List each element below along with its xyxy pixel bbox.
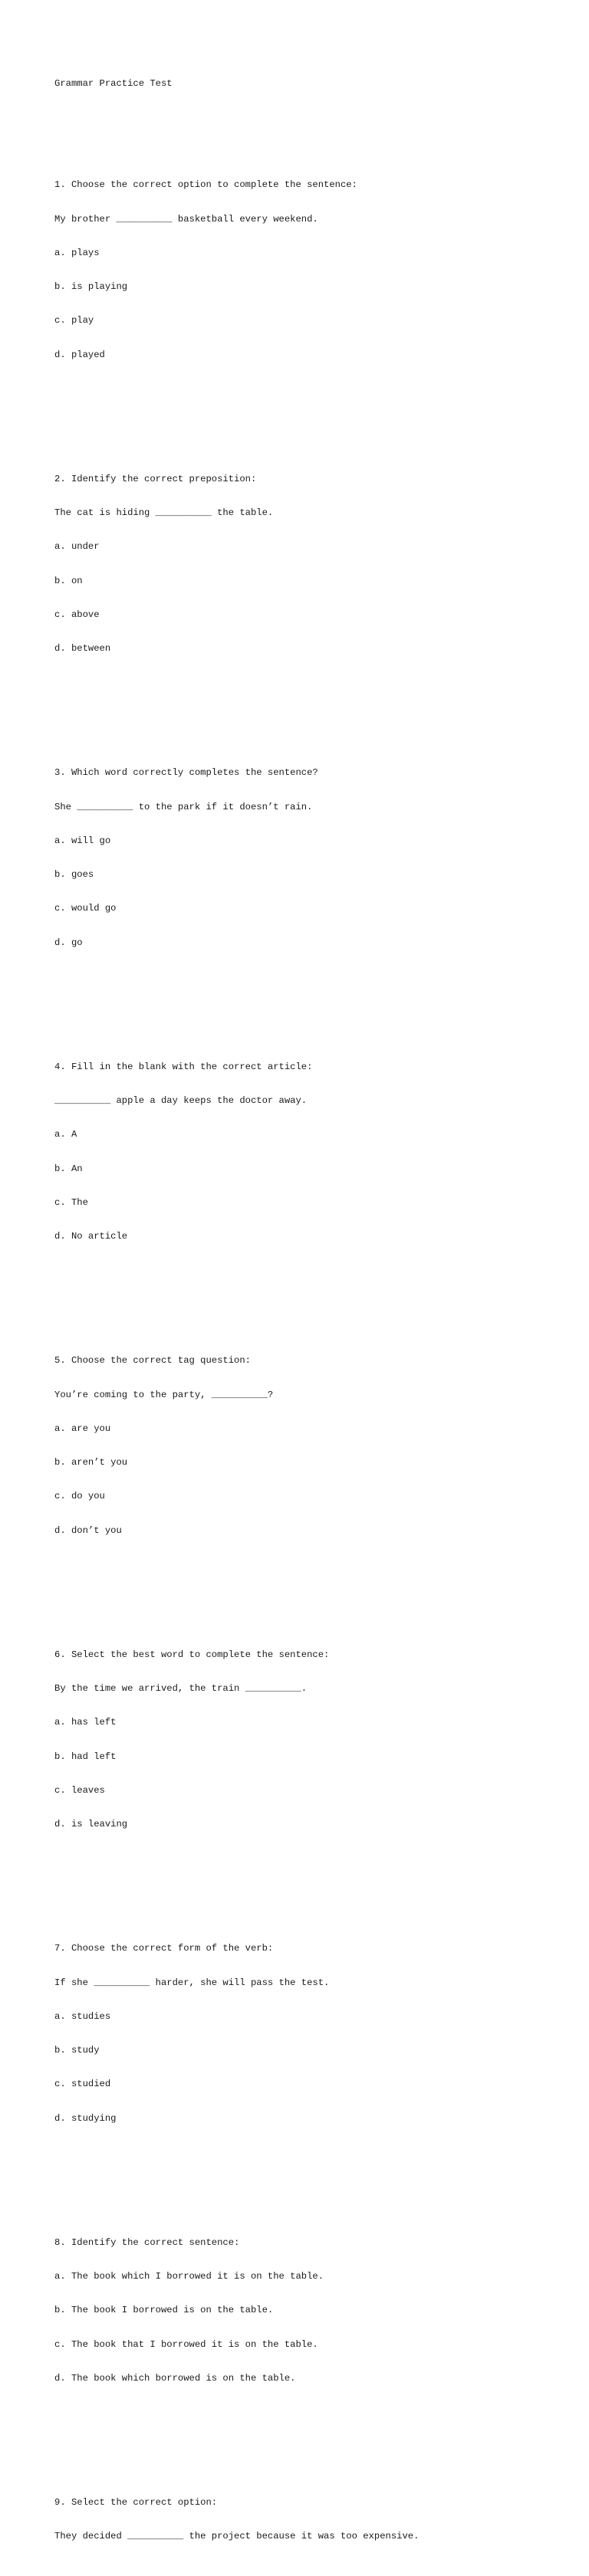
option-a: a. are you: [54, 1423, 111, 1434]
option-b: b. had left: [54, 1751, 117, 1762]
spacer: [54, 1875, 576, 1887]
question-3: [54, 745, 576, 971]
option-a: a. will go: [54, 835, 111, 846]
option-d: d. No article: [54, 1231, 128, 1242]
option-d: d. is leaving: [54, 1819, 128, 1829]
question-prompt: 6. Select the best word to complete the sentence:: [54, 1649, 330, 1660]
option-a: a. plays: [54, 247, 100, 258]
option-b: b. is playing: [54, 281, 128, 292]
option-d: d. The book which borrowed is on the table.: [54, 2372, 296, 2384]
question-prompt: 9. Select the correct option:: [54, 2497, 218, 2508]
question-prompt: 7. Choose the correct form of the verb:: [54, 1943, 274, 1954]
question-prompt: 2. Identify the correct preposition:: [54, 473, 257, 484]
question-prompt: 3. Which word correctly completes the sentence?: [54, 767, 318, 779]
question-prompt: 5. Choose the correct tag question:: [54, 1355, 251, 1367]
question-sentence: She __________ to the park if it doesn’t rain.: [54, 801, 313, 812]
question-prompt: 1. Choose the correct option to complete the sentence:: [54, 179, 357, 191]
question-sentence: They decided __________ the project because it was too expensive.: [54, 2531, 420, 2542]
question-sentence: __________ apple a day keeps the doctor away.: [54, 1095, 308, 1106]
option-a: a. has left: [54, 1717, 117, 1728]
question-9: [54, 2475, 576, 2565]
spacer: [54, 112, 576, 123]
question-sentence: The cat is hiding __________ the table.: [54, 507, 274, 518]
option-d: d. between: [54, 643, 111, 654]
question-8: [54, 2214, 576, 2407]
spacer: [54, 1581, 576, 1593]
question-sentence: By the time we arrived, the train __________.: [54, 1683, 308, 1694]
option-c: c. do you: [54, 1491, 105, 1502]
question-sentence: You’re coming to the party, __________?: [54, 1389, 274, 1400]
question-sentence: My brother __________ basketball every weekend.: [54, 213, 318, 225]
option-c: c. The book that I borrowed it is on the table.: [54, 2338, 318, 2350]
option-b: b. An: [54, 1163, 83, 1174]
spacer: [54, 993, 576, 1005]
question-4: [54, 1039, 576, 1265]
option-b: b. aren’t you: [54, 1457, 128, 1468]
question-7: [54, 1921, 576, 2147]
option-b: b. on: [54, 575, 83, 586]
option-c: c. would go: [54, 903, 117, 914]
question-2: [54, 451, 576, 677]
spacer: [54, 2430, 576, 2441]
option-c: c. play: [54, 315, 94, 327]
option-b: b. study: [54, 2045, 100, 2056]
option-d: d. played: [54, 349, 105, 360]
document-page: [54, 55, 576, 2576]
spacer: [54, 700, 576, 711]
question-5: [54, 1333, 576, 1559]
spacer: [54, 405, 576, 417]
option-d: d. go: [54, 937, 83, 948]
question-6: [54, 1626, 576, 1852]
option-d: d. don’t you: [54, 1524, 122, 1536]
option-d: d. studying: [54, 2112, 117, 2124]
spacer: [54, 1288, 576, 1299]
option-a: a. under: [54, 541, 100, 553]
document-title: Grammar Practice Test: [54, 77, 173, 89]
option-a: a. studies: [54, 2010, 111, 2022]
option-a: a. The book which I borrowed it is on the table.: [54, 2271, 324, 2282]
question-prompt: 8. Identify the correct sentence:: [54, 2236, 240, 2248]
option-a: a. A: [54, 1129, 77, 1140]
spacer: [54, 2169, 576, 2181]
question-1: [54, 157, 576, 383]
option-c: c. leaves: [54, 1784, 105, 1796]
question-sentence: If she __________ harder, she will pass the test.: [54, 1977, 330, 1988]
question-prompt: 4. Fill in the blank with the correct article:: [54, 1061, 313, 1072]
option-c: c. The: [54, 1196, 88, 1208]
option-c: c. above: [54, 609, 100, 620]
option-b: b. The book I borrowed is on the table.: [54, 2305, 274, 2316]
option-c: c. studied: [54, 2079, 111, 2090]
option-b: b. goes: [54, 869, 94, 880]
